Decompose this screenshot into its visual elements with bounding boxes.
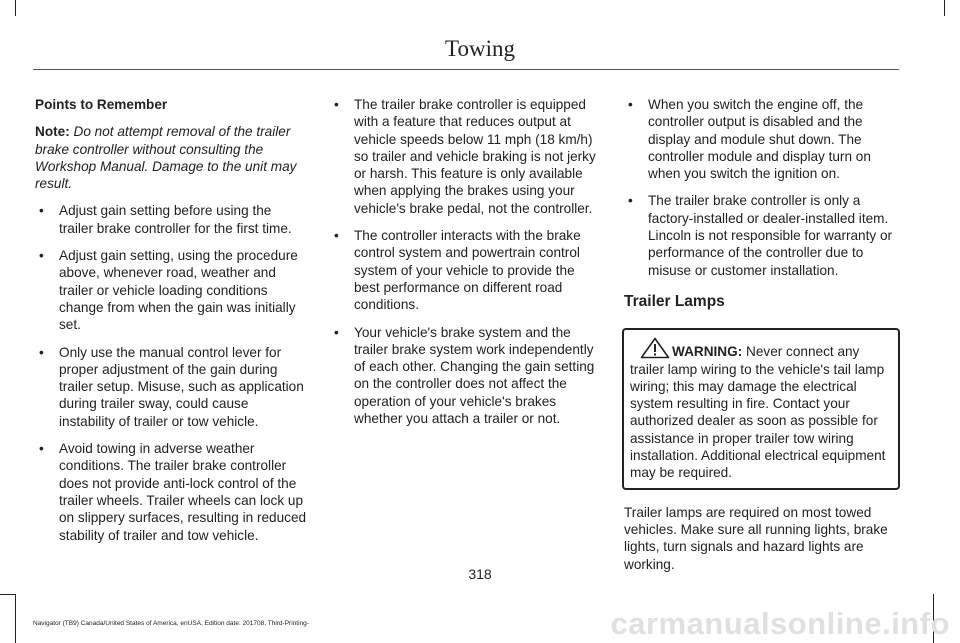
list-item-text: Adjust gain setting, using the procedure above, whenever road, weather and trailer or vehicle loading conditions change from when the gain was initially set. xyxy=(59,248,298,333)
list-item-text: Avoid towing in adverse weather conditions. The trailer brake controller does not provide anti-lock control of the trailer wheels. Trailer wheels can lock up on slippery surfaces, resulting in reduced stability of trailer and tow vehicle. xyxy=(59,441,307,543)
list-item-text: The trailer brake controller is equipped with a feature that reduces output at vehicle speeds below 11 mph (18 km/h) so trailer and vehicle braking is not jerky or harsh. This feature is only available when applying the brakes using your vehicle's brake pedal, not the controller. xyxy=(354,97,596,216)
bullet-list xyxy=(330,96,602,427)
bullet-list xyxy=(624,96,896,279)
list-item xyxy=(35,202,307,237)
bullet-icon: • xyxy=(39,203,44,219)
list-item-text: The trailer brake controller is only a factory-installed or dealer-installed item. Lincoln is not responsible for warranty or performance of the controller due to misuse or customer installation. xyxy=(648,193,893,278)
list-item xyxy=(624,96,896,182)
bullet-icon: • xyxy=(39,344,44,360)
bullet-icon: • xyxy=(334,228,339,244)
list-item xyxy=(330,227,602,313)
list-item-text: Adjust gain setting before using the trailer brake controller for the first time. xyxy=(59,203,292,236)
subheading-points-to-remember: Points to Remember xyxy=(35,97,168,112)
note-text: Do not attempt removal of the trailer brake controller without consulting the Workshop Manual. Damage to the unit may result. xyxy=(35,124,297,192)
list-item xyxy=(35,344,307,430)
list-item-text: The controller interacts with the brake control system and powertrain control system of your vehicle to provide the best performance on different road conditions. xyxy=(354,228,581,313)
note xyxy=(35,123,307,192)
list-item-text: Your vehicle's brake system and the trailer brake system work independently of each other. Changing the gain setting on the controller does not affect the operation of your vehicle's brakes whether you attach a trailer or not. xyxy=(354,324,595,427)
paragraph: Trailer lamps are required on most towed vehicles. Make sure all running lights, brake lights, turn signals and hazard lights are working. xyxy=(624,504,888,572)
list-item xyxy=(330,324,602,428)
section-heading-trailer-lamps: Trailer Lamps xyxy=(624,292,725,310)
list-item xyxy=(35,247,307,333)
header-rule xyxy=(33,69,899,70)
column-3 xyxy=(624,96,896,573)
warning-box xyxy=(622,328,900,489)
column-1 xyxy=(35,96,307,554)
column-2 xyxy=(330,96,602,437)
page-title: Towing xyxy=(445,36,515,61)
bullet-list xyxy=(35,202,307,543)
bullet-icon: • xyxy=(39,441,44,457)
watermark: carmanualsonline.info xyxy=(610,606,950,641)
list-item-text: When you switch the engine off, the controller output is disabled and the display and module shut down. The controller module and display turn on when you switch the ignition on. xyxy=(648,97,871,182)
crop-mark-bottom-left-h xyxy=(0,594,16,595)
bullet-icon: • xyxy=(628,193,633,209)
bullet-icon: • xyxy=(334,97,339,112)
list-item xyxy=(624,192,896,278)
warning-label: WARNING: xyxy=(672,344,743,360)
warning-text: Never connect any trailer lamp wiring to the vehicle's tail lamp wiring; this may damage the electrical system resulting in fire. Contact your authorized dealer as soon as possible for assistance in proper trailer tow wiring installation. Additional electrical equipment may be required. xyxy=(630,344,886,481)
bullet-icon: • xyxy=(334,324,339,340)
bullet-icon: • xyxy=(39,248,44,264)
list-item-text: Only use the manual control lever for proper adjustment of the gain during trailer setup. Misuse, such as application during trailer sway, could cause instability of trailer or tow vehicle. xyxy=(59,344,304,429)
warning-triangle-icon xyxy=(640,337,670,359)
list-item xyxy=(35,440,307,544)
crop-mark-top-right xyxy=(944,0,945,16)
edition-text: Navigator (TB9) Canada/United States of America, enUSA, Edition date: 201708, Third-Printing- xyxy=(33,620,309,627)
crop-mark-top-left xyxy=(15,0,16,16)
crop-mark-bottom-left xyxy=(15,594,16,643)
list-item xyxy=(330,96,602,217)
page-number: 318 xyxy=(468,566,492,582)
note-label: Note: xyxy=(35,124,70,140)
bullet-icon: • xyxy=(628,97,633,112)
